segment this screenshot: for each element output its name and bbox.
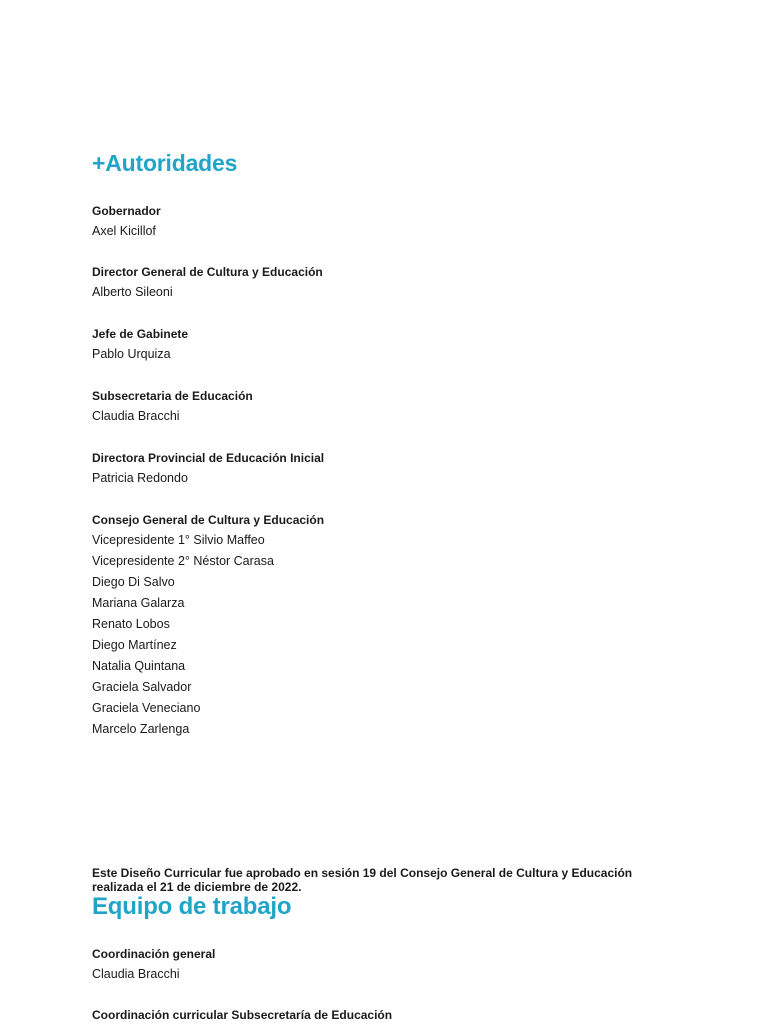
equipo-heading: Equipo de trabajo — [92, 893, 292, 920]
director-general-role: Director General de Cultura y Educación — [92, 265, 323, 279]
autoridades-heading: +Autoridades — [92, 150, 238, 176]
list-item: Diego Martínez — [92, 638, 177, 652]
list-item: Diego Di Salvo — [92, 575, 175, 589]
consejo-members-list — [92, 533, 692, 743]
list-item: Natalia Quintana — [92, 659, 186, 673]
jefe-gabinete-block — [92, 327, 692, 362]
list-item: Graciela Salvador — [92, 680, 192, 694]
directora-inicial-name: Patricia Redondo — [92, 471, 188, 485]
jefe-gabinete-name: Pablo Urquiza — [92, 347, 171, 361]
jefe-gabinete-role: Jefe de Gabinete — [92, 327, 189, 341]
list-item: Renato Lobos — [92, 617, 170, 631]
gobernador-block — [92, 204, 692, 239]
directora-inicial-block — [92, 451, 692, 486]
coordinacion-curricular-block — [92, 1008, 692, 1023]
consejo-role: Consejo General de Cultura y Educación — [92, 513, 325, 527]
subsecretaria-role: Subsecretaria de Educación — [92, 389, 253, 403]
list-item: Marcelo Zarlenga — [92, 722, 190, 736]
directora-inicial-role: Directora Provincial de Educación Inicial — [92, 451, 325, 465]
subsecretaria-name: Claudia Bracchi — [92, 409, 180, 423]
list-item: Vicepresidente 1° Silvio Maffeo — [92, 533, 265, 547]
coordinacion-general-block — [92, 947, 692, 982]
coordinacion-general-role: Coordinación general — [92, 947, 216, 961]
gobernador-name: Axel Kicillof — [92, 224, 156, 238]
coordinacion-general-name: Claudia Bracchi — [92, 967, 180, 981]
list-item: Mariana Galarza — [92, 596, 185, 610]
director-general-name: Alberto Sileoni — [92, 285, 173, 299]
director-general-block — [92, 265, 692, 300]
list-item: Graciela Veneciano — [92, 701, 201, 715]
gobernador-role: Gobernador — [92, 204, 161, 218]
subsecretaria-block — [92, 389, 692, 424]
list-item: Vicepresidente 2° Néstor Carasa — [92, 554, 274, 568]
approval-note: Este Diseño Curricular fue aprobado en sesión 19 del Consejo General de Cultura y Educación realizada el 21 de diciembre de 2022. — [92, 866, 633, 894]
coordinacion-curricular-role: Coordinación curricular Subsecretaría de Educación — [92, 1008, 393, 1022]
consejo-block — [92, 513, 692, 743]
